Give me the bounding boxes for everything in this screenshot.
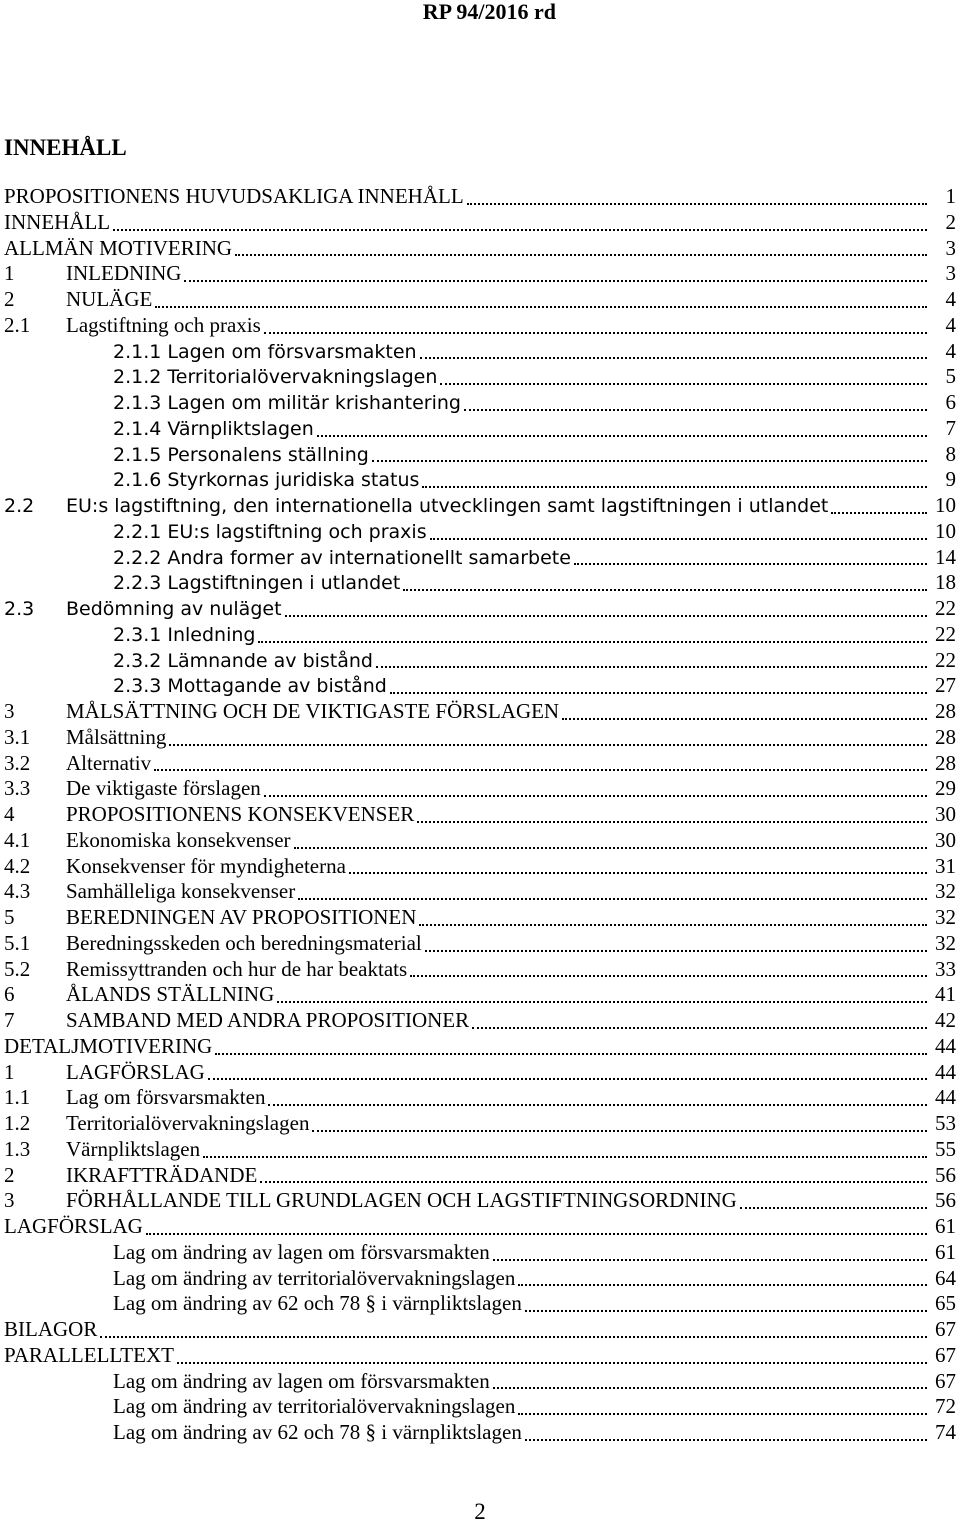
toc-entry[interactable] [0, 287, 960, 313]
dot-leader [493, 1258, 927, 1261]
dot-leader [372, 459, 927, 462]
toc-entry-title: INLEDNING [66, 261, 182, 286]
toc-entry-title: Lagstiftning och praxis [66, 312, 261, 337]
dot-leader [203, 1155, 927, 1158]
toc-entry-page: 67 [935, 1317, 956, 1341]
toc-entry-page: 2 [945, 209, 956, 234]
toc-entry[interactable] [0, 648, 960, 674]
toc-entry-page: 7 [945, 415, 956, 440]
toc-entry-title: LAGFÖRSLAG [66, 1059, 205, 1084]
toc-entry-title: Beredningsskeden och beredningsmaterial [66, 930, 422, 955]
dot-leader [258, 640, 927, 643]
toc-entry-title: 2.3.1 Inledning [113, 623, 256, 646]
dot-leader [154, 768, 927, 771]
toc-entry-page: 30 [935, 802, 956, 826]
toc-entry-number: 2 [4, 287, 15, 311]
toc-entry-page: 22 [935, 596, 956, 620]
dot-leader [184, 279, 927, 282]
toc-entry-title: Ekonomiska konsekvenser [66, 827, 291, 852]
toc-entry-title: INNEHÅLL [4, 209, 111, 234]
toc-entry-page: 33 [935, 956, 956, 981]
toc-entry-title: Lag om ändring av lagen om försvarsmakten [113, 1368, 490, 1393]
toc-entry[interactable] [0, 802, 960, 828]
dot-leader [410, 974, 927, 977]
toc-entry-page: 10 [935, 518, 956, 543]
toc-entry[interactable] [0, 416, 960, 442]
toc-entry-title: Lag om ändring av territorialövervakningslagen [113, 1265, 516, 1290]
toc-entry[interactable] [0, 1008, 960, 1034]
toc-entry-page: 18 [935, 570, 956, 595]
toc-entry-page: 55 [935, 1136, 956, 1161]
toc-entry[interactable] [0, 905, 960, 931]
toc-entry-page: 4 [945, 338, 956, 363]
toc-entry-page: 29 [935, 776, 956, 801]
toc-entry-page: 61 [935, 1214, 956, 1238]
toc-entry[interactable] [0, 1034, 960, 1060]
toc-entry-title: Lag om ändring av 62 och 78 § i värnpliktslagen [113, 1291, 522, 1316]
toc-entry-title: BILAGOR [4, 1317, 98, 1341]
toc-entry-page: 1 [945, 184, 956, 208]
toc-entry-page: 74 [935, 1420, 956, 1444]
toc-entry-title: 2.3.3 Mottagande av bistånd [113, 675, 387, 698]
toc-entry-page: 72 [935, 1394, 956, 1419]
toc-entry-title: 2.2.2 Andra former av internationellt samarbete [113, 546, 571, 569]
dot-leader [215, 1052, 927, 1055]
toc-entry-page: 56 [935, 1162, 956, 1187]
toc-entry-title: FÖRHÅLLANDE TILL GRUNDLAGEN OCH LAGSTIFTNINGSORDNING [66, 1188, 737, 1213]
dot-leader [518, 1412, 927, 1415]
toc-entry-title: EU:s lagstiftning, den internationella utvecklingen samt lagstiftningen i utlandet [66, 495, 829, 517]
toc-entry-number: 1.2 [4, 1111, 31, 1135]
toc-entry[interactable] [0, 931, 960, 957]
toc-entry[interactable] [0, 596, 960, 622]
toc-entry-page: 5 [945, 364, 956, 389]
toc-entry-page: 32 [935, 879, 956, 904]
toc-entry[interactable] [0, 1394, 960, 1420]
toc-entry[interactable] [0, 751, 960, 777]
dot-leader [740, 1206, 927, 1209]
toc-entry-number: 4.2 [4, 853, 31, 878]
toc-entry[interactable] [0, 313, 960, 339]
toc-entry-number: 3 [4, 1188, 15, 1213]
toc-entry-page: 4 [945, 312, 956, 337]
dot-leader [420, 356, 927, 359]
dot-leader [472, 1026, 927, 1029]
dot-leader [518, 1283, 927, 1286]
page-number: 2 [474, 1499, 486, 1524]
toc-entry[interactable] [0, 854, 960, 880]
dot-leader [562, 717, 927, 720]
toc-entry-number: 4.1 [4, 827, 31, 852]
toc-entry-number: 2 [4, 1162, 15, 1187]
dot-leader [467, 202, 927, 205]
toc-entry-number: 5 [4, 905, 15, 929]
toc-entry-page: 8 [945, 441, 956, 466]
toc-entry-number: 5.1 [4, 930, 31, 955]
dot-leader [574, 562, 927, 565]
toc-entry-title: 2.1.4 Värnpliktslagen [113, 417, 314, 440]
toc-entry-title: 2.1.5 Personalens ställning [113, 443, 369, 466]
dot-leader [264, 331, 927, 334]
dot-leader [113, 228, 927, 231]
dot-leader [155, 305, 927, 308]
toc-entry[interactable] [0, 184, 960, 210]
dot-leader [403, 588, 927, 591]
toc-entry-page: 10 [935, 493, 956, 517]
dot-leader [260, 1180, 927, 1183]
toc-entry-title: LAGFÖRSLAG [4, 1214, 143, 1238]
toc-entry-page: 44 [935, 1033, 956, 1058]
dot-leader [440, 382, 927, 385]
toc-entry[interactable] [0, 339, 960, 365]
toc-heading: INNEHÅLL [4, 135, 127, 160]
toc-entry-number: 5.2 [4, 956, 31, 981]
toc-entry-title: IKRAFTTRÄDANDE [66, 1162, 258, 1187]
toc-entry-page: 61 [935, 1239, 956, 1264]
toc-entry-page: 56 [935, 1188, 956, 1213]
toc-entry-title: Samhälleliga konsekvenser [66, 879, 296, 904]
toc-entry-title: MÅLSÄTTNING OCH DE VIKTIGASTE FÖRSLAGEN [66, 699, 560, 723]
dot-leader [208, 1077, 927, 1080]
toc-entry-number: 4 [4, 802, 15, 826]
toc-entry-page: 28 [935, 750, 956, 775]
toc-entry-title: ALLMÄN MOTIVERING [4, 235, 233, 260]
dot-leader [831, 511, 927, 514]
toc-entry-page: 9 [945, 467, 956, 492]
dot-leader [177, 1361, 927, 1364]
toc-entry-title: Bedömning av nuläget [66, 598, 282, 620]
toc-entry[interactable] [0, 1317, 960, 1343]
toc-entry[interactable] [0, 236, 960, 262]
toc-entry-page: 32 [935, 905, 956, 929]
toc-entry-title: PARALLELLTEXT [4, 1342, 174, 1367]
toc-entry-number: 7 [4, 1008, 15, 1032]
toc-entry-title: Lag om försvarsmakten [66, 1085, 266, 1110]
toc-entry[interactable] [0, 210, 960, 236]
toc-entry-title: Alternativ [66, 750, 152, 775]
toc-entry[interactable] [0, 1420, 960, 1446]
toc-entry[interactable] [0, 493, 960, 519]
toc-entry-page: 67 [935, 1368, 956, 1393]
toc-entry-number: 1 [4, 1059, 15, 1084]
toc-entry-page: 31 [935, 853, 956, 878]
table-of-contents [0, 184, 960, 1446]
toc-entry-page: 30 [935, 827, 956, 852]
document-id: RP 94/2016 rd [422, 0, 556, 24]
toc-entry[interactable] [0, 725, 960, 751]
toc-entry-page: 3 [945, 261, 956, 286]
toc-entry-title: DETALJMOTIVERING [4, 1033, 213, 1058]
toc-entry-title: Konsekvenser för myndigheterna [66, 853, 346, 878]
dot-leader [349, 871, 927, 874]
dot-leader [146, 1232, 927, 1235]
dot-leader [419, 923, 927, 926]
toc-entry-title: BEREDNINGEN AV PROPOSITIONEN [66, 905, 417, 929]
dot-leader [294, 846, 927, 849]
toc-entry-page: 64 [935, 1265, 956, 1290]
toc-entry-title: Målsättning [66, 724, 167, 749]
dot-leader [376, 665, 927, 668]
toc-entry-title: Värnpliktslagen [66, 1136, 201, 1161]
toc-entry[interactable] [0, 364, 960, 390]
toc-entry-title: 2.1.2 Territorialövervakningslagen [113, 366, 438, 389]
toc-entry[interactable] [0, 1291, 960, 1317]
toc-entry-page: 27 [935, 673, 956, 698]
toc-entry-page: 65 [935, 1291, 956, 1316]
dot-leader [417, 820, 927, 823]
toc-entry-page: 53 [935, 1111, 956, 1135]
toc-entry-title: Lag om ändring av lagen om försvarsmakten [113, 1239, 490, 1264]
toc-entry-page: 6 [945, 390, 956, 414]
dot-leader [277, 1000, 927, 1003]
toc-entry[interactable] [0, 982, 960, 1008]
toc-entry-title: 2.1.1 Lagen om försvarsmakten [113, 340, 417, 363]
toc-entry-page: 42 [935, 1008, 956, 1032]
dot-leader [464, 408, 927, 411]
document-header [0, 0, 960, 26]
toc-entry-number: 1 [4, 261, 15, 286]
toc-entry-title: Lag om ändring av territorialövervakningslagen [113, 1394, 516, 1419]
toc-entry-title: ÅLANDS STÄLLNING [66, 982, 275, 1007]
toc-entry-title: SAMBAND MED ANDRA PROPOSITIONER [66, 1008, 470, 1032]
toc-entry-page: 28 [935, 699, 956, 723]
toc-entry[interactable] [0, 1188, 960, 1214]
dot-leader [493, 1386, 927, 1389]
dot-leader [268, 1103, 927, 1106]
dot-leader [430, 537, 927, 540]
toc-entry-page: 67 [935, 1342, 956, 1367]
toc-entry-number: 4.3 [4, 879, 31, 904]
toc-entry-number: 3.1 [4, 724, 31, 749]
toc-entry-page: 3 [945, 235, 956, 260]
toc-entry-number: 1.1 [4, 1085, 31, 1110]
toc-entry[interactable] [0, 390, 960, 416]
toc-entry[interactable] [0, 879, 960, 905]
toc-entry-title: NULÄGE [66, 287, 153, 311]
toc-entry-number: 3.2 [4, 750, 31, 775]
dot-leader [169, 743, 927, 746]
toc-entry-number: 2.2 [4, 495, 35, 517]
toc-entry-title: Remissyttranden och hur de har beaktats [66, 956, 408, 981]
dot-leader [525, 1309, 927, 1312]
toc-entry-title: 2.3.2 Lämnande av bistånd [113, 649, 373, 672]
toc-entry[interactable] [0, 957, 960, 983]
toc-entry[interactable] [0, 570, 960, 596]
toc-entry-title: Lag om ändring av 62 och 78 § i värnpliktslagen [113, 1420, 522, 1444]
toc-entry[interactable] [0, 1214, 960, 1240]
toc-entry[interactable] [0, 467, 960, 493]
toc-entry[interactable] [0, 1111, 960, 1137]
toc-entry[interactable] [0, 828, 960, 854]
dot-leader [100, 1335, 927, 1338]
dot-leader [422, 485, 927, 488]
dot-leader [425, 949, 927, 952]
toc-entry[interactable] [0, 1369, 960, 1395]
dot-leader [235, 253, 927, 256]
toc-entry[interactable] [0, 673, 960, 699]
toc-entry-title: 2.2.1 EU:s lagstiftning och praxis [113, 520, 427, 543]
toc-entry-page: 41 [935, 982, 956, 1007]
toc-entry[interactable] [0, 1060, 960, 1086]
toc-entry-page: 44 [935, 1085, 956, 1110]
toc-entry[interactable] [0, 545, 960, 571]
toc-entry-page: 28 [935, 724, 956, 749]
toc-entry-number: 2.1 [4, 312, 31, 337]
toc-entry-title: PROPOSITIONENS KONSEKVENSER [66, 802, 415, 826]
toc-entry[interactable] [0, 442, 960, 468]
toc-entry-number: 3.3 [4, 776, 31, 801]
toc-entry[interactable] [0, 261, 960, 287]
toc-entry-page: 22 [935, 621, 956, 646]
dot-leader [317, 434, 927, 437]
toc-entry-title: Territorialövervakningslagen [66, 1111, 310, 1135]
toc-entry-number: 3 [4, 699, 15, 723]
dot-leader [312, 1129, 927, 1132]
toc-entry-page: 14 [935, 544, 956, 569]
toc-entry-title: PROPOSITIONENS HUVUDSAKLIGA INNEHÅLL [4, 184, 464, 208]
toc-entry[interactable] [0, 699, 960, 725]
toc-entry[interactable] [0, 1343, 960, 1369]
dot-leader [298, 897, 927, 900]
toc-entry-title: 2.2.3 Lagstiftningen i utlandet [113, 572, 401, 595]
toc-entry[interactable] [0, 1266, 960, 1292]
toc-entry-title: De viktigaste förslagen [66, 776, 261, 801]
toc-entry-title: 2.1.3 Lagen om militär krishantering [113, 392, 461, 414]
dot-leader [285, 614, 927, 617]
toc-entry-page: 22 [935, 647, 956, 672]
toc-entry[interactable] [0, 776, 960, 802]
toc-entry-number: 6 [4, 982, 15, 1007]
toc-entry[interactable] [0, 1085, 960, 1111]
toc-entry[interactable] [0, 622, 960, 648]
toc-entry-number: 2.3 [4, 598, 35, 620]
toc-entry-page: 44 [935, 1059, 956, 1084]
toc-entry-page: 4 [945, 287, 956, 311]
toc-entry-page: 32 [935, 930, 956, 955]
dot-leader [390, 691, 927, 694]
toc-entry[interactable] [0, 1240, 960, 1266]
dot-leader [264, 794, 927, 797]
dot-leader [525, 1438, 927, 1441]
toc-entry[interactable] [0, 1163, 960, 1189]
toc-entry-title: 2.1.6 Styrkornas juridiska status [113, 469, 420, 492]
toc-entry-number: 1.3 [4, 1136, 31, 1161]
toc-entry[interactable] [0, 519, 960, 545]
toc-entry[interactable] [0, 1137, 960, 1163]
